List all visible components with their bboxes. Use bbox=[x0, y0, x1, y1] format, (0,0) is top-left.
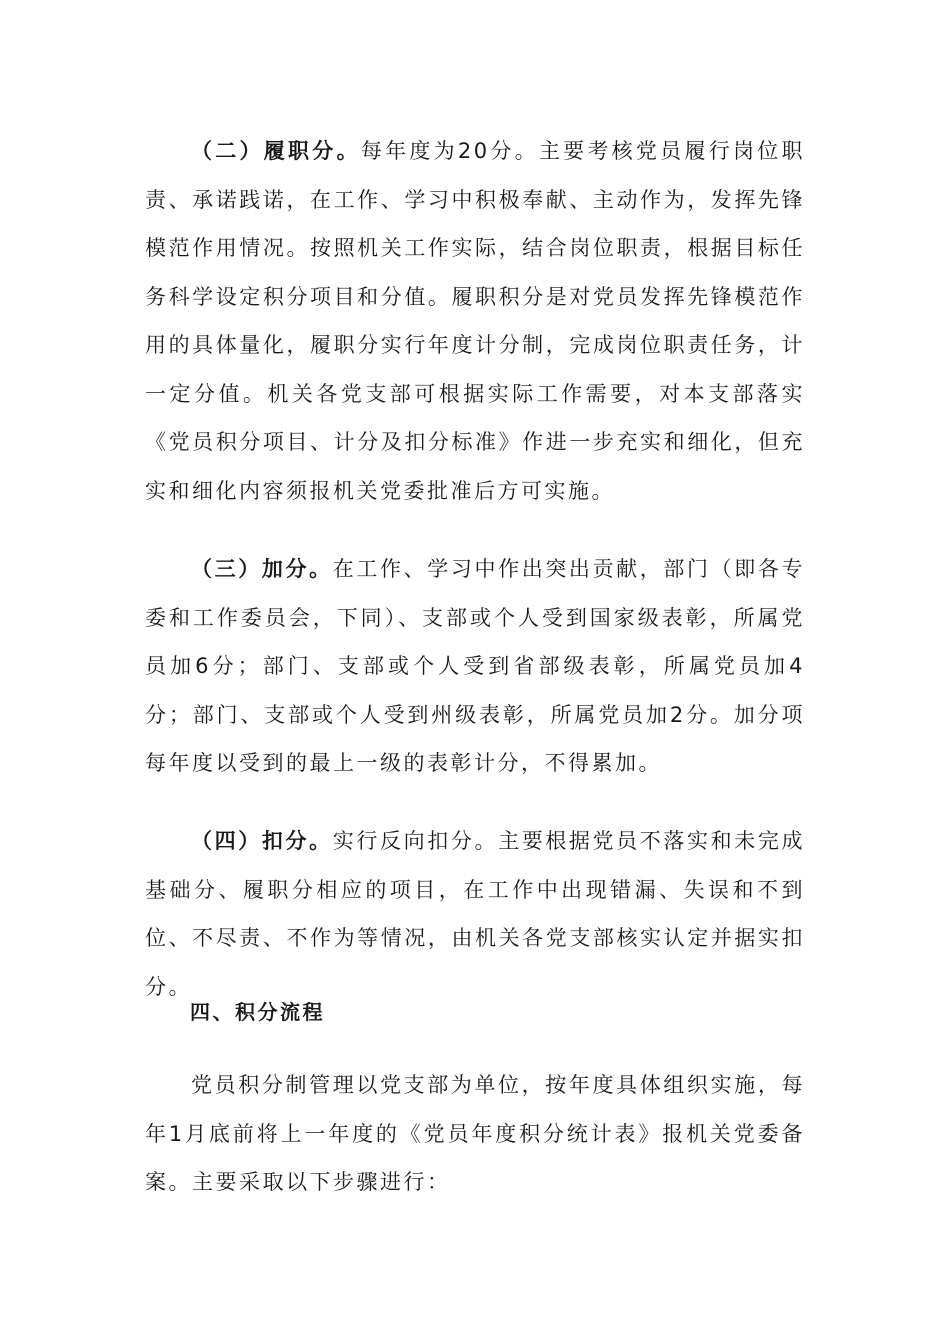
duty-points-lead: （二）履职分。 bbox=[191, 139, 361, 163]
process-paragraph: 党员积分制管理以党支部为单位，按年度具体组织实施，每年1月底前将上一年度的《党员年度积分统计表》报机关党委备案。主要采取以下步骤进行： bbox=[145, 1073, 805, 1194]
deductions-text: 实行反向扣分。主要根据党员不落实和未完成基础分、履职分相应的项目，在工作中出现错漏、失误和不到位、不尽责、不作为等情况，由机关各党支部核实认定并据实扣分。 bbox=[145, 829, 806, 999]
bonus-points-lead: （三）加分。 bbox=[191, 557, 333, 581]
process-heading: 四、积分流程 bbox=[190, 1000, 325, 1024]
duty-points-text: 每年度为20分。主要考核党员履行岗位职责、承诺践诺，在工作、学习中积极奉献、主动作为，发挥先锋模范作用情况。按照机关工作实际，结合岗位职责，根据目标任务科学设定积分项目和分值。履职积分是对党员发挥先锋模范作用的具体量化，履职分实行年度计分制，完成岗位职责任务，计一定分值。机关各党支部可根据实际工作需要，对本支部落实《党员积分项目、计分及扣分标准》作进一步充实和细化，但充实和细化内容须报机关党委批准后方可实施。 bbox=[145, 139, 805, 503]
deductions-lead: （四）扣分。 bbox=[191, 829, 333, 853]
deductions-paragraph bbox=[145, 817, 805, 1011]
bonus-points-text: 在工作、学习中作出突出贡献，部门（即各专委和工作委员会，下同）、支部或个人受到国家级表彰，所属党员加6分；部门、支部或个人受到省部级表彰，所属党员加4分；部门、支部或个人受到州级表彰，所属党员加2分。加分项每年度以受到的最上一级的表彰计分，不得累加。 bbox=[145, 557, 806, 775]
bonus-points-paragraph bbox=[145, 545, 805, 788]
duty-points-paragraph bbox=[145, 127, 805, 515]
